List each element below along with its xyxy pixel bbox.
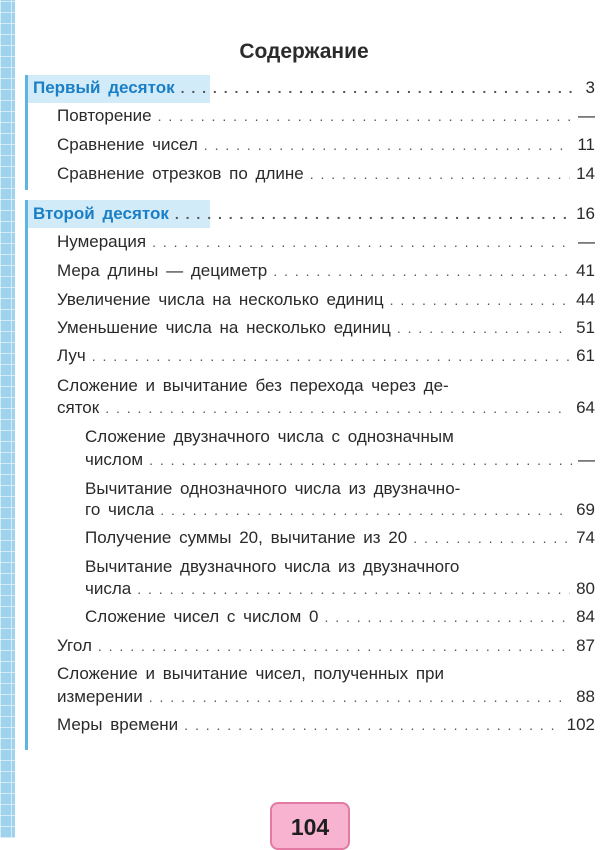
toc-entry-title-line2: числа — [85, 579, 132, 598]
toc-entry-title: Меры времени — [57, 715, 179, 734]
toc-leader-dots — [160, 500, 570, 520]
toc-entry-title-line1[interactable]: Вычитание однозначного числа из двузначно- — [85, 479, 461, 498]
toc-leader-dots — [273, 261, 570, 281]
toc-entry[interactable] — [57, 290, 595, 310]
toc-leader-dots — [390, 290, 570, 310]
toc-entry[interactable] — [57, 135, 595, 155]
section-bar — [25, 200, 28, 750]
toc-leader-dots — [184, 715, 560, 735]
toc-entry-title: Луч — [57, 346, 86, 365]
page-title: Содержание — [239, 40, 369, 63]
toc-entry[interactable] — [57, 715, 595, 735]
toc-entry[interactable] — [85, 607, 595, 627]
toc-entry-title: Сложение чисел с числом 0 — [85, 607, 319, 626]
toc-entry[interactable] — [57, 687, 595, 707]
toc-entry-title: Сравнение отрезков по длине — [57, 164, 304, 183]
toc-leader-dots — [181, 78, 575, 98]
toc-entry-title: Увеличение числа на несколько единиц — [57, 290, 384, 309]
toc-page-number: 74 — [576, 528, 595, 547]
toc-page-number: 14 — [576, 164, 595, 183]
toc-entry[interactable] — [85, 579, 595, 599]
toc-leader-dots — [413, 528, 570, 548]
toc-entry[interactable] — [57, 261, 595, 281]
toc-entry[interactable] — [57, 106, 595, 126]
toc-entry-title: Мера длины — дециметр — [57, 261, 268, 280]
toc-leader-dots — [137, 579, 570, 599]
toc-page-number: 51 — [576, 318, 595, 337]
toc-entry[interactable] — [57, 164, 595, 184]
toc-page-number: 64 — [576, 398, 595, 417]
toc-entry-title-line2: сяток — [57, 398, 100, 417]
toc-page-number: 87 — [576, 636, 595, 655]
toc-entry[interactable] — [85, 528, 595, 548]
toc-entry-title: Получение суммы 20, вычитание из 20 — [85, 528, 408, 547]
toc-page-number: 88 — [576, 687, 595, 706]
toc-entry[interactable] — [57, 636, 595, 656]
toc-entry-title-line2: го числа — [85, 500, 155, 519]
toc-entry-title: Сравнение чисел — [57, 135, 198, 154]
toc-entry-title-line1[interactable]: Сложение и вычитание чисел, полученных при — [57, 664, 444, 683]
toc-entry-title: Уменьшение числа на несколько единиц — [57, 318, 391, 337]
toc-leader-dots — [310, 164, 570, 184]
toc-page-number: 80 — [576, 579, 595, 598]
toc-entry-title: Повторение — [57, 106, 152, 125]
toc-page-number: 41 — [576, 261, 595, 280]
toc-page-number: 84 — [576, 607, 595, 626]
toc-page-number: 69 — [576, 500, 595, 519]
toc-entry-title-line1[interactable]: Сложение двузначного числа с однозначным — [85, 427, 454, 446]
toc-entry[interactable] — [57, 318, 595, 338]
toc-page-number: 44 — [576, 290, 595, 309]
section-bar — [25, 75, 28, 190]
toc-leader-dots — [158, 106, 572, 126]
toc-section-title: Второй десяток — [33, 204, 169, 223]
toc-page-number: — — [578, 450, 595, 469]
page-edge-pattern — [0, 0, 15, 838]
toc-leader-dots — [92, 346, 570, 366]
toc-entry[interactable] — [57, 398, 595, 418]
toc-entry-title: Угол — [57, 636, 92, 655]
toc-leader-dots — [152, 232, 572, 252]
toc-section[interactable] — [33, 204, 595, 224]
toc-page-number: — — [578, 232, 595, 251]
toc-page-number: — — [578, 106, 595, 125]
toc-entry[interactable] — [85, 450, 595, 470]
toc-page-number: 3 — [585, 78, 595, 97]
toc-leader-dots — [149, 450, 572, 470]
toc-section-title: Первый десяток — [33, 78, 175, 97]
page-number: 104 — [290, 814, 330, 840]
toc-entry-title-line1[interactable]: Вычитание двузначного числа из двузначного — [85, 557, 460, 576]
toc-entry-title-line1[interactable]: Сложение и вычитание без перехода через де- — [57, 376, 449, 395]
toc-leader-dots — [204, 135, 572, 155]
toc-leader-dots — [397, 318, 570, 338]
toc-entry[interactable] — [85, 500, 595, 520]
toc-entry[interactable] — [57, 232, 595, 252]
toc-leader-dots — [175, 204, 570, 224]
toc-page-number: 61 — [576, 346, 595, 365]
toc-page-number: 16 — [576, 204, 595, 223]
toc-leader-dots — [105, 398, 570, 418]
toc-entry-title-line2: числом — [85, 450, 144, 469]
toc-leader-dots — [98, 636, 570, 656]
toc-page-number: 102 — [566, 715, 595, 734]
toc-page-number: 11 — [577, 135, 595, 154]
toc-section[interactable] — [33, 78, 595, 98]
toc-entry-title-line2: измерении — [57, 687, 143, 706]
toc-entry-title: Нумерация — [57, 232, 147, 251]
toc-leader-dots — [324, 607, 570, 627]
toc-leader-dots — [149, 687, 570, 707]
page-number-badge — [270, 802, 350, 850]
toc-entry[interactable] — [57, 346, 595, 366]
